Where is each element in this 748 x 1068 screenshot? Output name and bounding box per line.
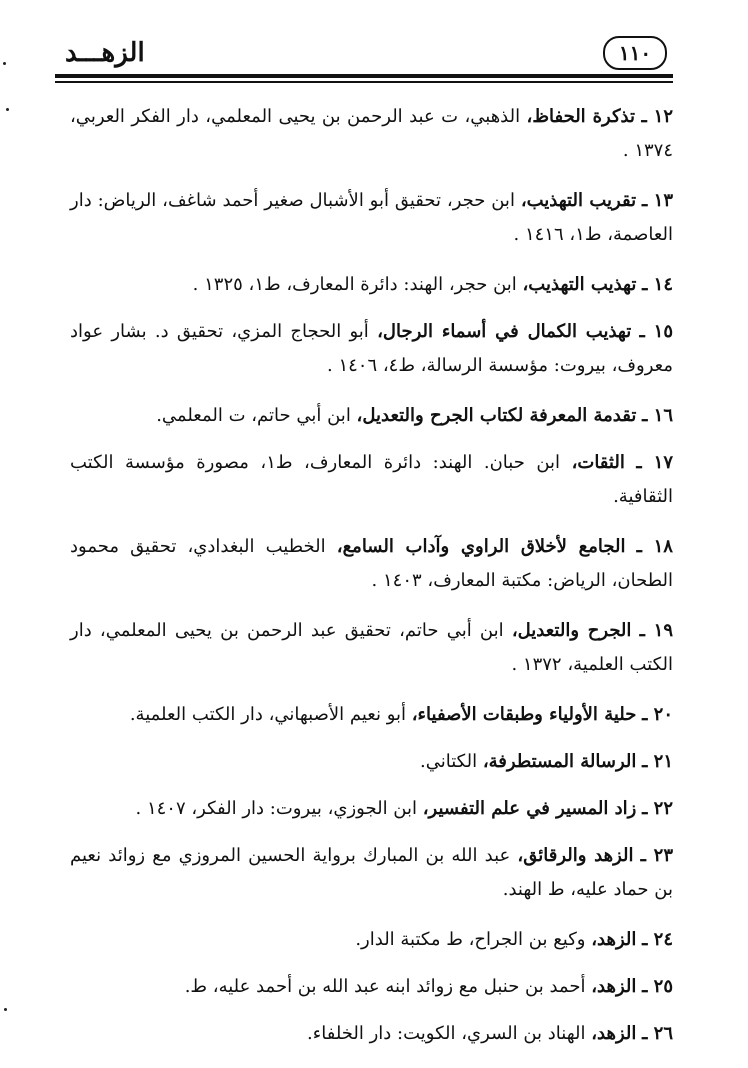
- bibliography-entry: [70, 315, 673, 383]
- bibliography-list: [70, 100, 673, 1064]
- bibliography-entry: [70, 530, 673, 598]
- entry-number: ١٤ ـ: [642, 274, 673, 295]
- entry-title: تهذيب الكمال في أسماء الرجال،: [377, 321, 632, 342]
- entry-number: ٢٦ ـ: [642, 1023, 673, 1044]
- entry-details: عبد الله بن المبارك برواية الحسين المروزي مع زوائد نعيم بن حماد عليه، ط الهند.: [70, 845, 673, 900]
- entry-title: الزهد والرقائق،: [517, 845, 634, 866]
- bibliography-entry: [70, 399, 673, 433]
- entry-details: ابن أبي حاتم، ت المعلمي.: [156, 405, 357, 426]
- entry-details: ابن أبي حاتم، تحقيق عبد الرحمن بن يحيى المعلمي، دار الكتب العلمية، ١٣٧٢ .: [70, 620, 673, 675]
- entry-number: ١٦ ـ: [642, 405, 673, 426]
- entry-details: أحمد بن حنبل مع زوائد ابنه عبد الله بن أحمد عليه، ط.: [184, 976, 592, 997]
- entry-details: أبو نعيم الأصبهاني، دار الكتب العلمية.: [129, 704, 412, 725]
- page-number: ١١٠: [603, 36, 667, 70]
- entry-number: ١٨ ـ: [636, 536, 673, 557]
- bibliography-entry: [70, 839, 673, 907]
- bibliography-entry: [70, 923, 673, 957]
- header-rule-thick: [55, 74, 673, 78]
- entry-number: ١٥ ـ: [639, 321, 673, 342]
- entry-title: تقريب التهذيب،: [520, 190, 637, 211]
- entry-title: تقدمة المعرفة لكتاب الجرح والتعديل،: [356, 405, 637, 426]
- header-rule-thin: [55, 81, 673, 83]
- entry-number: ١٩ ـ: [639, 620, 673, 641]
- entry-number: ١٣ ـ: [641, 190, 673, 211]
- bibliography-entry: [70, 698, 673, 732]
- entry-title: الزهد،: [591, 976, 637, 997]
- entry-details: ابن حجر، تحقيق أبو الأشبال صغير أحمد شاغف، الرياض: دار العاصمة، ط١، ١٤١٦ .: [70, 190, 673, 245]
- entry-title: تذكرة الحفاظ،: [526, 106, 636, 127]
- entry-number: ٢٢ ـ: [642, 798, 673, 819]
- scan-speck: [4, 1008, 7, 1011]
- bibliography-entry: [70, 446, 673, 514]
- bibliography-entry: [70, 184, 673, 252]
- entry-title: تهذيب التهذيب،: [522, 274, 637, 295]
- entry-title: الرسالة المستطرفة،: [482, 751, 637, 772]
- entry-details: الذهبي، ت عبد الرحمن بن يحيى المعلمي، دار الفكر العربي، ١٣٧٤ .: [70, 106, 673, 161]
- entry-number: ١٧ ـ: [636, 452, 673, 473]
- entry-title: الجرح والتعديل،: [511, 620, 632, 641]
- bibliography-entry: [70, 970, 673, 1004]
- bibliography-entry: [70, 268, 673, 302]
- entry-details: الكتاني.: [420, 751, 483, 772]
- entry-number: ٢٤ ـ: [642, 929, 673, 950]
- scan-speck: [3, 62, 6, 65]
- entry-details: ابن حجر، الهند: دائرة المعارف، ط١، ١٣٢٥ .: [192, 274, 523, 295]
- entry-details: ابن حبان. الهند: دائرة المعارف، ط١، مصورة مؤسسة الكتب الثقافية.: [70, 452, 673, 507]
- book-title: الزهـــد: [65, 38, 145, 68]
- bibliography-entry: [70, 745, 673, 779]
- bibliography-entry: [70, 1017, 673, 1051]
- scan-speck: [6, 108, 9, 111]
- bibliography-entry: [70, 614, 673, 682]
- entry-title: الزهد،: [591, 1023, 637, 1044]
- entry-details: أبو الحجاج المزي، تحقيق د. بشار عواد معروف، بيروت: مؤسسة الرسالة، ط٤، ١٤٠٦ .: [70, 321, 673, 376]
- entry-number: ٢٥ ـ: [642, 976, 673, 997]
- bibliography-entry: [70, 100, 673, 168]
- entry-details: الخطيب البغدادي، تحقيق محمود الطحان، الرياض: مكتبة المعارف، ١٤٠٣ .: [70, 536, 673, 591]
- entry-number: ٢٠ ـ: [642, 704, 673, 725]
- entry-title: الثقات،: [571, 452, 625, 473]
- entry-number: ١٢ ـ: [641, 106, 674, 127]
- entry-number: ٢٣ ـ: [640, 845, 673, 866]
- entry-title: زاد المسير في علم التفسير،: [422, 798, 637, 819]
- entry-title: الزهد،: [591, 929, 637, 950]
- page-header: [55, 30, 673, 82]
- entry-details: الهناد بن السري، الكويت: دار الخلفاء.: [307, 1023, 592, 1044]
- entry-number: ٢١ ـ: [642, 751, 673, 772]
- entry-title: حلية الأولياء وطبقات الأصفياء،: [411, 704, 637, 725]
- entry-details: وكيع بن الجراح، ط مكتبة الدار.: [355, 929, 592, 950]
- bibliography-entry: [70, 792, 673, 826]
- entry-details: ابن الجوزي، بيروت: دار الفكر، ١٤٠٧ .: [135, 798, 423, 819]
- entry-title: الجامع لأخلاق الراوي وآداب السامع،: [336, 536, 626, 557]
